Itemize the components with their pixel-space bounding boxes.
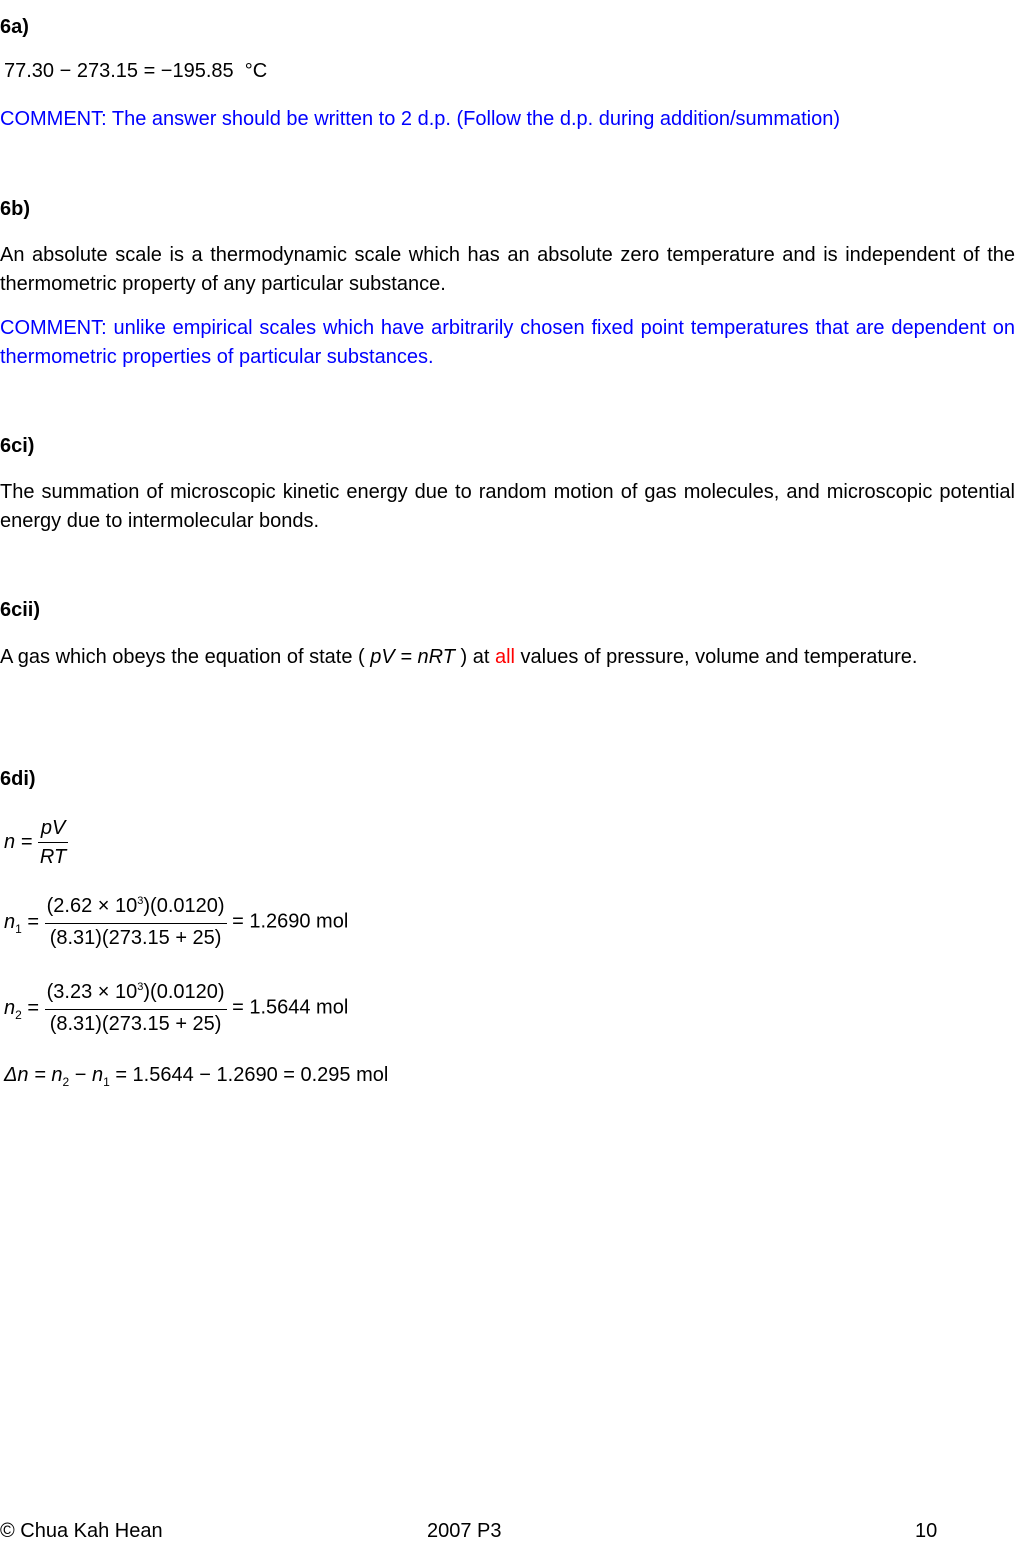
q6di-eq4 [4,1064,388,1087]
footer-page-number: 10 [915,1520,938,1542]
footer-copyright: © Chua Kah Hean [0,1520,163,1542]
q6di-eq1-lhs: n = [4,831,33,853]
q6di-eq4-minus: − [69,1064,92,1086]
q6a-equation-unit: °C [244,60,268,82]
q6di-eq3-lhs: $n_2$ = [4,996,40,1022]
q6di-eq2-numerator [45,892,227,924]
q6di-eq4-n1-sub: 1 [103,1075,110,1089]
footer-paper: 2007 P3 [427,1520,502,1542]
q6di-eq2-fraction [45,892,227,952]
q6a-equation-lhs: 77.30 − 273.15 = −195.85 [4,60,234,82]
q6di-eq4-result: = 1.5644 − 1.2690 = 0.295 mol [109,1064,389,1086]
q6cii-answer-pre: A gas which obeys the equation of state ( [0,646,365,668]
q6b-heading: 6b) [0,198,30,220]
q6di-eq2-result: = 1.2690 mol [232,910,349,933]
q6b-comment: COMMENT: unlike empirical scales which have arbitrarily chosen fixed point temperatures that are dependent on thermometric properties of particular substances. [0,317,1015,368]
q6di-eq2-denominator: (8.31)(273.15 + 25) [49,927,222,949]
q6di-eq3-numerator [45,978,227,1010]
q6di-eq3-sub: 2 [15,1007,22,1022]
q6di-eq3 [4,978,348,1038]
q6di-eq2 [4,892,348,952]
q6ci-heading: 6ci) [0,435,35,457]
q6di-eq3-num-b: )(0.0120) [143,981,225,1003]
q6di-eq3-fraction [45,978,227,1038]
q6a-equation [4,60,267,83]
q6di-eq3-num-exp: 3 [137,981,144,993]
q6cii-heading: 6cii) [0,599,41,621]
q6a-heading: 6a) [0,16,29,38]
q6di-eq2-num-a: (2.62 × 10 [46,895,138,917]
q6ci-answer: The summation of microscopic kinetic energy due to random motion of gas molecules, and microscopic potential energy due to intermolecular bonds. [0,481,1015,532]
q6di-eq1-denominator: RT [39,846,67,868]
q6di-eq2-sub: 1 [15,921,22,936]
q6b-answer: An absolute scale is a thermodynamic scale which has an absolute zero temperature and is independent of the thermometric property of any particular substance. [0,244,1015,295]
q6a-comment: COMMENT: The answer should be written to 2 d.p. (Follow the d.p. during addition/summation) [0,108,841,130]
q6di-eq1-fraction [38,814,68,871]
q6di-eq3-num-a: (3.23 × 10 [46,981,138,1003]
q6di-eq4-n1: n [91,1064,104,1086]
q6di-eq3-denominator: (8.31)(273.15 + 25) [49,1013,222,1035]
q6di-eq3-var: n [4,996,16,1019]
q6di-eq2-var: n [4,910,16,933]
q6di-heading: 6di) [0,768,36,790]
q6cii-equation: pV = nRT [370,646,455,668]
q6di-eq4-n2-sub: 2 [62,1075,70,1089]
q6di-eq1-numerator: pV [38,814,68,843]
q6cii-answer-mid: ) at [460,646,490,668]
q6di-eq3-result: = 1.5644 mol [232,996,349,1019]
q6di-eq2-num-exp: 3 [137,895,144,907]
q6di-eq4-delta: Δn = [4,1064,52,1086]
q6di-eq2-lhs: $n_1$ = [4,910,40,936]
q6cii-answer [0,640,1015,674]
q6di-eq2-num-b: )(0.0120) [143,895,225,917]
q6cii-emphasis: all [494,646,515,668]
q6di-eq4-n2: n [51,1064,63,1086]
q6di-eq1 [4,814,68,871]
q6cii-answer-post: values of pressure, volume and temperature. [520,646,918,668]
